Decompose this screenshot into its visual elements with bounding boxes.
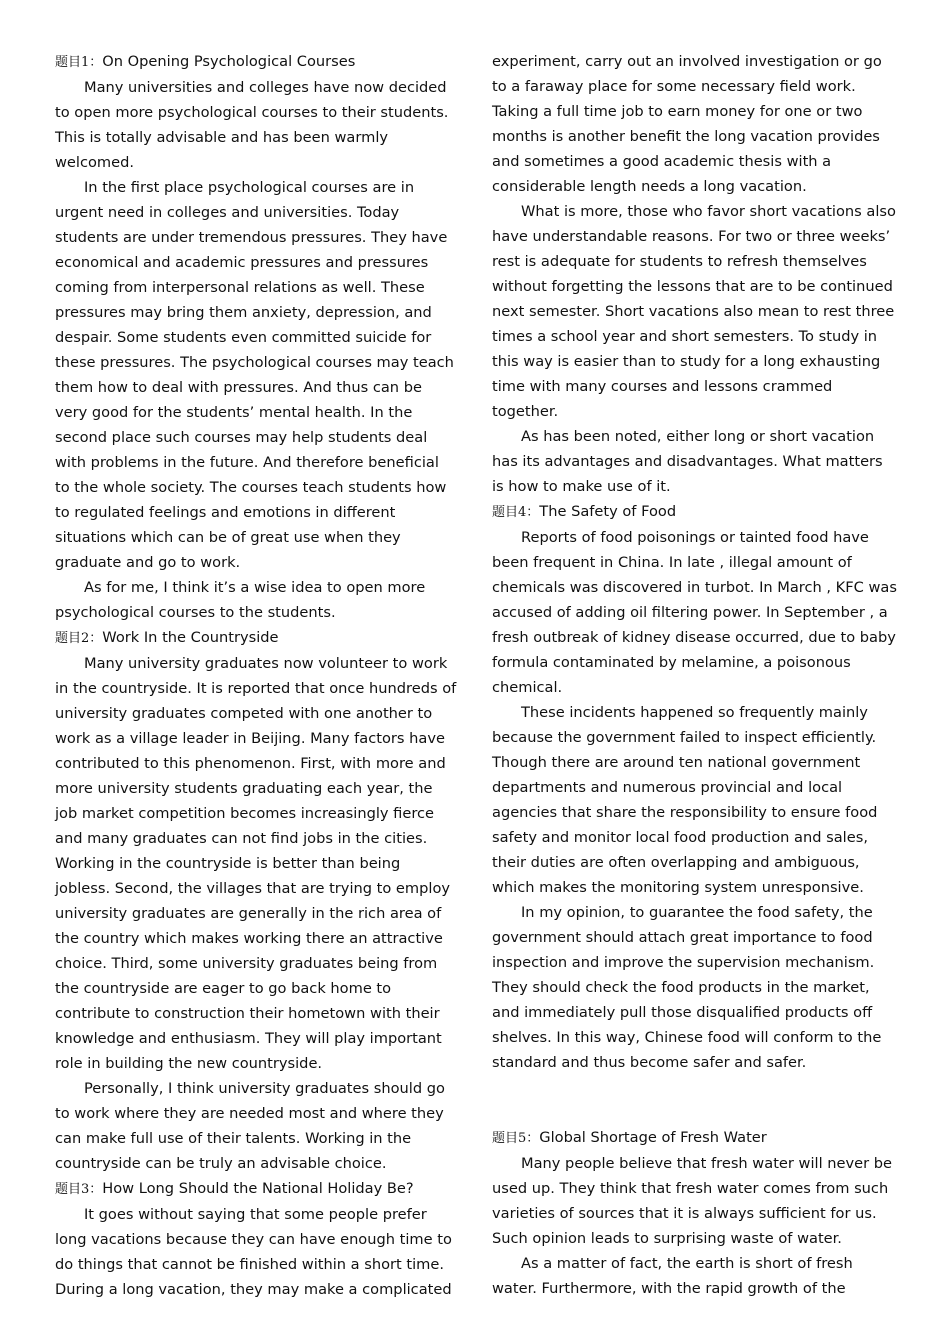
- topic-5-title: Global Shortage of Fresh Water: [539, 1129, 767, 1146]
- topic-4-paragraph-2: These incidents happened so frequently mainly because the government failed to inspect efficiently. Though there are around ten national government departments and numerous provincial and local agencies that share the responsibility to ensure food safety and monitor local food production and sales, their duties are often overlapping and ambiguous, which makes the monitoring system unresponsive.: [492, 704, 878, 896]
- topic-1-title: On Opening Psychological Courses: [102, 53, 356, 70]
- topic-2-title: Work In the Countryside: [102, 629, 279, 646]
- topic-1-paragraph-3: As for me, I think it’s a wise idea to open more psychological courses to the students.: [55, 579, 426, 621]
- topic-4-paragraph-1: Reports of food poisonings or tainted food have been frequent in China. In late , illegal amount of chemicals was discovered in turbot. In March , KFC was accused of adding oil filtering power. In September , a fresh outbreak of kidney disease occurred, due to baby formula contaminated by melamine, a poisonous chemical.: [492, 529, 897, 696]
- right-column: [492, 49, 898, 1301]
- topic-2-paragraph-2: Personally, I think university graduates should go to work where they are needed most and where they can make full use of their talents. Working in the countryside can be truly an advisable choice.: [55, 1080, 445, 1172]
- topic-2-label: 题目2：: [55, 631, 103, 646]
- topic-3-paragraph-2: What is more, those who favor short vacations also have understandable reasons. For two or three weeks’ rest is adequate for students to refresh themselves without forgetting the lessons that are to be continued next semester. Short vacations also mean to rest three times a school year and short semesters. To study in this way is easier than to study for a long exhausting time with many courses and lessons crammed together.: [492, 203, 896, 420]
- left-column: [55, 49, 458, 1302]
- topic-5-paragraph-1: Many people believe that fresh water will never be used up. They think that fresh water comes from such varieties of sources that it is always sufficient for us. Such opinion leads to surprising waste of water.: [492, 1155, 892, 1247]
- topic-4-title: The Safety of Food: [539, 503, 677, 520]
- topic-2-paragraph-1: Many university graduates now volunteer to work in the countryside. It is reported that once hundreds of university graduates competed with one another to work as a village leader in Beijing. Many factors have contributed to this phenomenon. First, with more and more university students graduating each year, the job market competition becomes increasingly fierce and many graduates can not find jobs in the cities. Working in the countryside is better than being jobless. Second, the villages that are trying to employ university graduates are generally in the rich area of the country which makes working there an attractive choice. Third, some university graduates being from the countryside are eager to go back home to contribute to construction their hometown with their knowledge and enthusiasm. They will play important role in building the new countryside.: [55, 655, 457, 1072]
- topic-3-paragraph-3: As has been noted, either long or short vacation has its advantages and disadvantages. What matters is how to make use of it.: [492, 428, 883, 495]
- topic-3-label: 题目3：: [55, 1182, 103, 1197]
- topic-3-paragraph-1-continued: experiment, carry out an involved investigation or go to a faraway place for some necessary field work. Taking a full time job to earn money for one or two months is another benefit the long vacation provides and sometimes a good academic thesis with a considerable length needs a long vacation.: [492, 53, 882, 195]
- topic-5-label: 题目5：: [492, 1131, 540, 1146]
- topic-2-heading: [55, 625, 458, 651]
- topic-3-heading: [55, 1176, 458, 1202]
- topic-4-label: 题目4：: [492, 505, 540, 520]
- topic-4-paragraph-3: In my opinion, to guarantee the food safety, the government should attach great importance to food inspection and improve the supervision mechanism. They should check the food products in the market, and immediately pull those disqualified products off shelves. In this way, Chinese food will conform to the standard and thus become safer and safer.: [492, 904, 882, 1071]
- topic-1-paragraph-2: In the first place psychological courses are in urgent need in colleges and universities. Today students are under tremendous pressures. They have economical and academic pressures and pressures coming from interpersonal relations as well. These pressures may bring them anxiety, depression, and despair. Some students even committed suicide for these pressures. The psychological courses may teach them how to deal with pressures. And thus can be very good for the students’ mental health. In the second place such courses may help students deal with problems in the future. And therefore beneficial to the whole society. The courses teach students how to regulated feelings and emotions in different situations which can be of great use when they graduate and go to work.: [55, 179, 454, 571]
- topic-1-paragraph-1: Many universities and colleges have now decided to open more psychological courses to their students. This is totally advisable and has been warmly welcomed.: [55, 79, 449, 171]
- topic-5-heading: [492, 1125, 898, 1151]
- section-spacer: [492, 1075, 898, 1125]
- topic-3-title: How Long Should the National Holiday Be?: [102, 1180, 414, 1197]
- topic-1-label: 题目1：: [55, 55, 103, 70]
- topic-4-heading: [492, 499, 898, 525]
- topic-3-paragraph-1: It goes without saying that some people prefer long vacations because they can have enough time to do things that cannot be finished within a short time. During a long vacation, they may make a complicated: [55, 1206, 452, 1298]
- topic-5-paragraph-2: As a matter of fact, the earth is short of fresh water. Furthermore, with the rapid growth of the: [492, 1255, 853, 1297]
- topic-1-heading: [55, 49, 458, 75]
